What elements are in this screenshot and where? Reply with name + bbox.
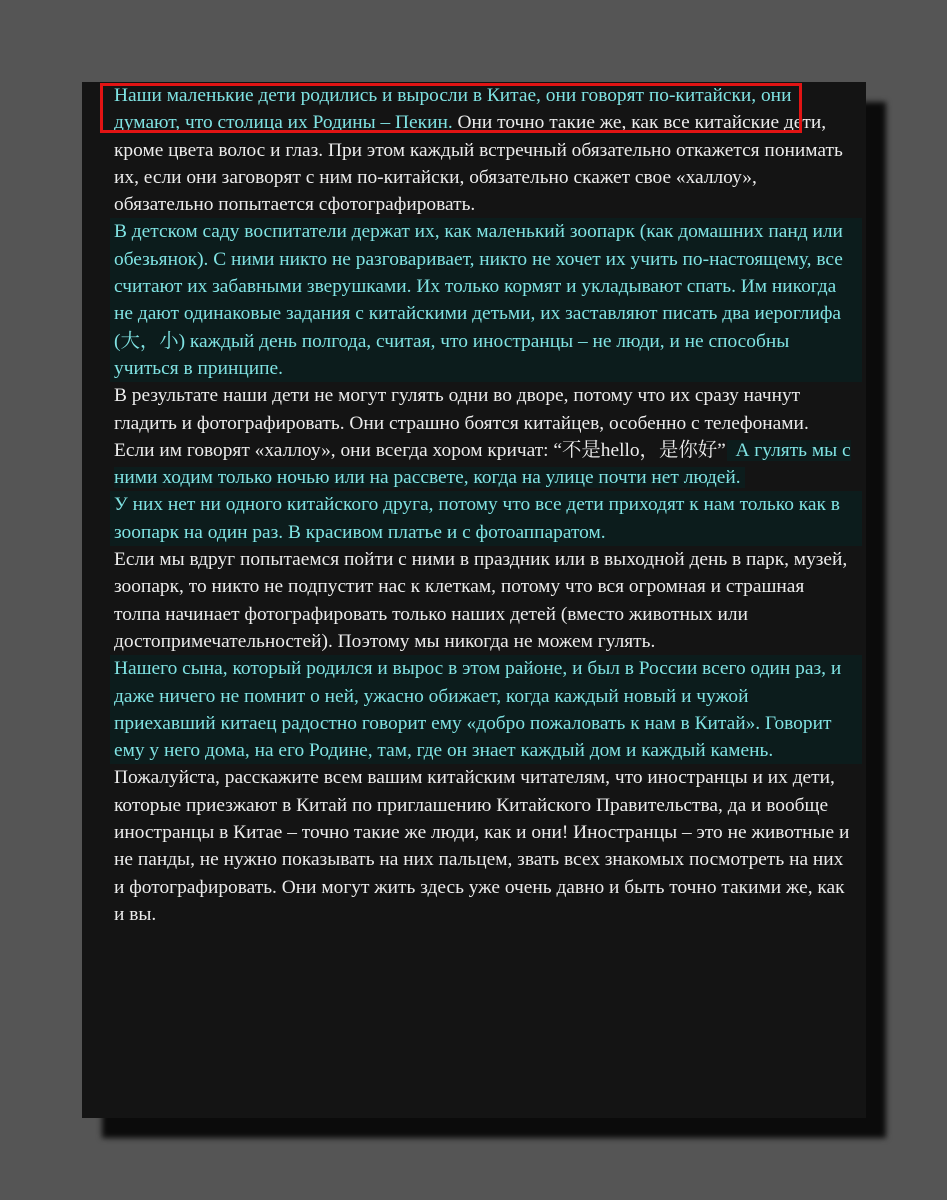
paragraph-1 <box>114 82 854 218</box>
paragraph-6: Нашего сына, который родился и вырос в этом районе, и был в России всего один раз, и даже ничего не помнит о ней, ужасно обижает, когда каждый новый и чужой приехавший китаец радостно говорит ему «добро пожаловать к нам в Китай». Говорит ему у него дома, на его Родине, там, где он знает каждый дом и каждый камень. <box>110 655 862 764</box>
paragraph-1-rest: Они точно такие же, как все китайские дети, кроме цвета волос и глаз. При этом каждый встречный обязательно откажется понимать их, если они заговорят с ним по-китайски, обязательно скажет свое «халлоу», обязательно попытается сфотографировать. <box>114 112 843 216</box>
highlighted-sentence: Наши маленькие дети родились и выросли в Китае, они говорят по-китайски, они думают, что столица их Родины – Пекин. <box>114 85 792 134</box>
paragraph-4: У них нет ни одного китайского друга, потому что все дети приходят к нам только как в зоопарк на один раз. В красивом платье и с фотоаппаратом. <box>110 491 862 546</box>
paragraph-3 <box>114 382 854 491</box>
paragraph-3-plain: В результате наши дети не могут гулять одни во дворе, потому что их сразу начнут гладить и фотографировать. Они страшно боятся китайцев, особенно с телефонами. Если им говорят «халлоу», они всегда хором кричат: “不是hello，是你好”. <box>114 385 809 461</box>
paragraph-3-highlighted: А гулять мы с ними ходим только ночью или на рассвете, когда на улице почти нет людей. <box>114 439 851 489</box>
article-body <box>114 82 854 928</box>
paragraph-7: Пожалуйста, расскажите всем вашим китайским читателям, что иностранцы и их дети, которые приезжают в Китай по приглашению Китайского Правительства, да и вообще иностранцы в Китае – точно такие же люди, как и они! Иностранцы – это не животные и не панды, не нужно показывать на них пальцем, звать всех знакомых посмотреть на них и фотографировать. Они могут жить здесь уже очень давно и быть точно такими же, как и вы. <box>114 767 850 925</box>
paragraph-5: Если мы вдруг попытаемся пойти с ними в праздник или в выходной день в парк, музей, зоопарк, то никто не подпустит нас к клеткам, потому что вся огромная и страшная толпа начинает фотографировать только наших детей (вместо животных или достопримечательностей). Поэтому мы никогда не можем гулять. <box>114 549 848 652</box>
paragraph-2: В детском саду воспитатели держат их, как маленький зоопарк (как домашних панд или обезьянок). С ними никто не разговаривает, никто не хочет их учить по-настоящему, все считают их забавными зверушками. Их только кормят и укладывают спать. Им никогда не дают одинаковые задания с китайскими детьми, их заставляют писать два иероглифа (大，小) каждый день полгода, считая, что иностранцы – не люди, и не способны учиться в принципе. <box>110 218 862 382</box>
document-page <box>82 82 866 1118</box>
